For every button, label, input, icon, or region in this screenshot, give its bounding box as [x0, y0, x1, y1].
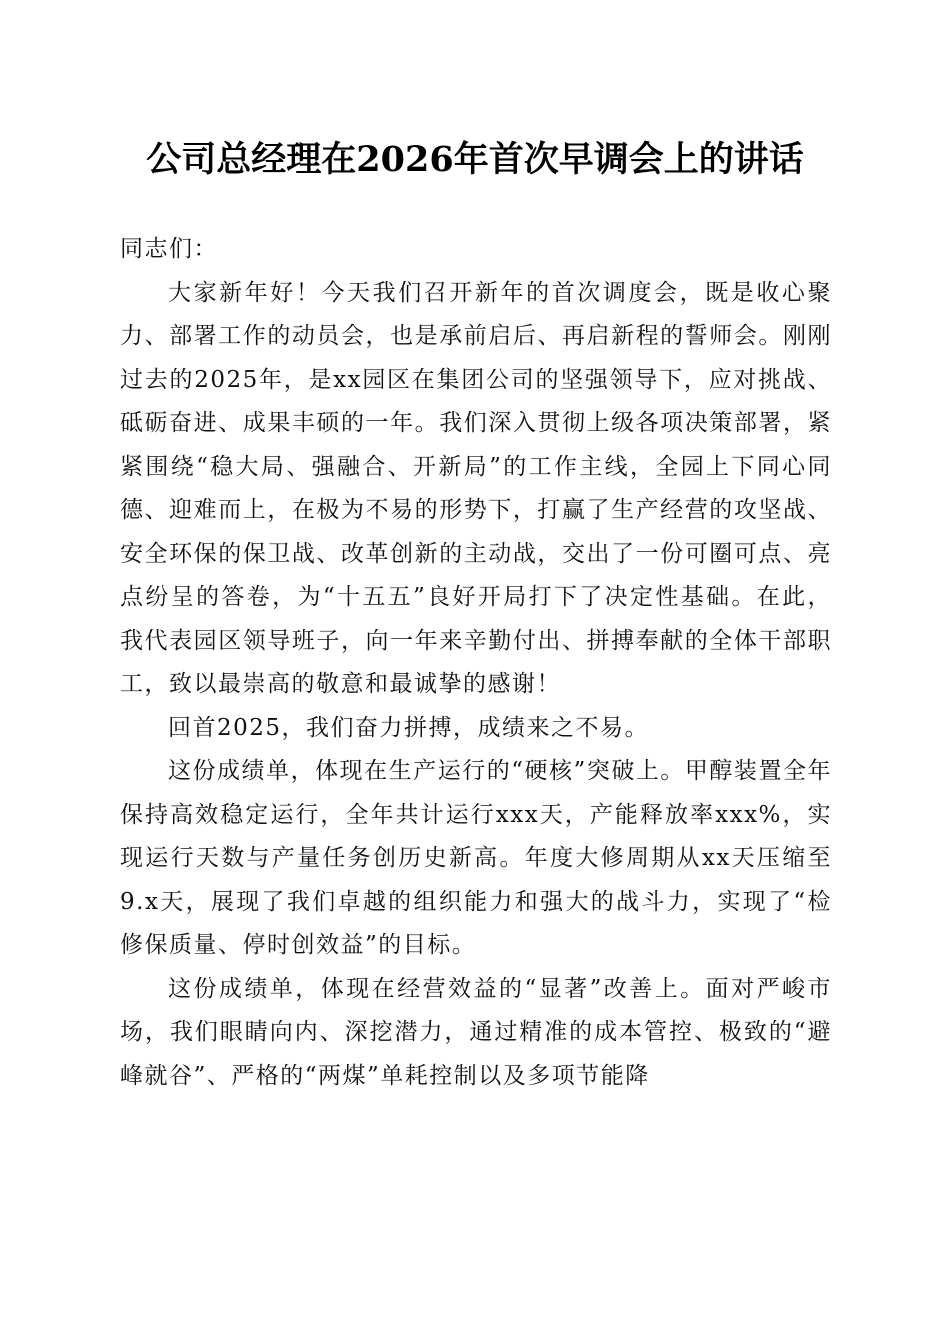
paragraph-review: 回首2025，我们奋力拼搏，成绩来之不易。 [168, 714, 650, 741]
salutation: 同志们： [120, 236, 218, 262]
paragraph-operations: 这份成绩单，体现在经营效益的“显著”改善上。面对严峻市场，我们眼睛向内、深挖潜力，通过精准的成本管控、极致的“避峰就谷”、严格的“两煤”单耗控制以及多项节能降 [120, 975, 832, 1089]
document-title: 公司总经理在2026年首次早调会上的讲话 [146, 139, 804, 180]
paragraph-production: 这份成绩单，体现在生产运行的“硬核”突破上。甲醇装置全年保持高效稳定运行，全年共计运行xxx天，产能释放率xxx%，实现运行天数与产量任务创历史新高。年度大修周期从xx天压缩至9.x天，展现了我们卓越的组织能力和强大的战斗力，实现了“检修保质量、停时创效益”的目标。 [120, 758, 832, 958]
paragraph-opening: 大家新年好！今天我们召开新年的首次调度会，既是收心聚力、部署工作的动员会，也是承前启后、再启新程的誓师会。刚刚过去的2025年，是xx园区在集团公司的坚强领导下，应对挑战、砥砺奋进、成果丰硕的一年。我们深入贯彻上级各项决策部署，紧紧围绕“稳大局、强融合、开新局”的工作主线，全园上下同心同德、迎难而上，在极为不易的形势下，打赢了生产经营的攻坚战、安全环保的保卫战、改革创新的主动战，交出了一份可圈可点、亮点纷呈的答卷，为“十五五”良好开局打下了决定性基础。在此，我代表园区领导班子，向一年来辛勤付出、拼搏奉献的全体干部职工，致以最崇高的敬意和最诚挚的感谢！ [120, 279, 832, 697]
document-body [120, 228, 832, 1098]
